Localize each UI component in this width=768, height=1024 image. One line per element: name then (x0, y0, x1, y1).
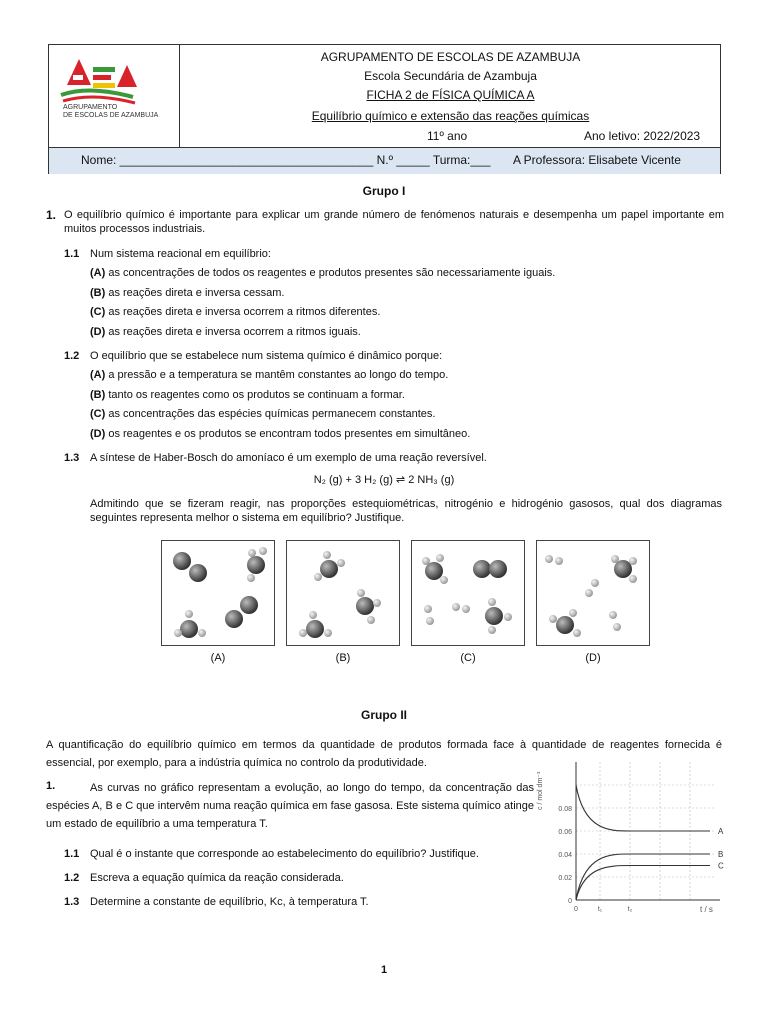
series-label-b: B (718, 850, 724, 859)
g2-question-1-text: As curvas no gráfico representam a evolução, ao longo do tempo, da concentração das espécies A, B e C que intervêm numa reação química em fase gasosa. Este sistema químico atinge um estado de equilíbrio a uma temperatura T. (46, 782, 534, 830)
g2-question-1-number: 1. (46, 780, 56, 792)
series-label-a: A (718, 827, 724, 836)
school-name: Escola Secundária de Azambuja (364, 69, 537, 83)
page-number: 1 (380, 964, 388, 976)
y-tick-label: 0.04 (558, 852, 572, 859)
diagram-b[interactable] (286, 540, 400, 646)
g2-question-1-2-text: Escreva a equação química da reação considerada. (90, 872, 344, 884)
q12-option-b[interactable]: (B) tanto os reagentes como os produtos se continuam a formar. (90, 389, 405, 401)
y-tick-label: 0 (568, 898, 572, 905)
question-1-1-text: Num sistema reacional em equilíbrio: (90, 248, 271, 260)
grade-year: 11º ano (427, 129, 468, 143)
diagram-c-molecules (412, 541, 524, 645)
diagram-b-label: (B) (335, 652, 351, 664)
g2-question-1-2-number: 1.2 (64, 872, 80, 884)
question-1-number: 1. (46, 208, 57, 222)
group-2-title: Grupo II (361, 708, 407, 722)
diagram-a[interactable] (161, 540, 275, 646)
question-1-3-number: 1.3 (64, 452, 80, 464)
x-tick-label: t₂ (627, 906, 633, 913)
g2-question-1-1-number: 1.1 (64, 848, 80, 860)
group-1-title: Grupo I (362, 184, 406, 198)
x-tick-label: 0 (574, 906, 578, 913)
series-label-c: C (718, 861, 724, 871)
worksheet-title: FICHA 2 de FÍSICA QUÍMICA A (366, 88, 535, 102)
q11-option-b[interactable]: (B) as reações direta e inversa cessam. (90, 287, 285, 299)
logo-cell (49, 45, 180, 147)
diagram-c[interactable] (411, 540, 525, 646)
q12-option-d[interactable]: (D) os reagentes e os produtos se encontram todos presentes em simultâneo. (90, 428, 471, 440)
g2-question-1-3-number: 1.3 (64, 896, 80, 908)
q12-option-a[interactable]: (A) a pressão e a temperatura se mantêm constantes ao longo do tempo. (90, 369, 449, 381)
diagram-a-label: (A) (210, 652, 226, 664)
question-1-text: O equilíbrio químico é importante para explicar um grande número de fenómenos naturais e desempenha um papel importante em muitos processos industriais. (64, 209, 724, 235)
y-tick-label: 0.06 (558, 829, 572, 836)
group-2-intro: A quantificação do equilíbrio químico em termos da quantidade de produtos formada face à quantidade de reagentes fornecida é essencial, por exemplo, para a indústria química no controlo da produtividade. (46, 739, 722, 769)
g2-question-1-1-text: Qual é o instante que corresponde ao estabelecimento do equilíbrio? Justifique. (90, 848, 479, 860)
question-1-3-body: Admitindo que se fizeram reagir, nas proporções estequiométricas, nitrogénio e hidrogénio gasosos, qual dos diagramas seguintes representa melhor o sistema em equilíbrio? Justifique. (90, 498, 722, 524)
y-tick-labels (558, 806, 572, 905)
question-1-2-number: 1.2 (64, 350, 80, 362)
q11-option-a[interactable]: (A) as concentrações de todos os reagentes e produtos presentes são necessariamente iguais. (90, 267, 556, 279)
diagram-b-molecules (287, 541, 399, 645)
student-info-row (49, 148, 720, 174)
question-1-2-text: O equilíbrio que se estabelece num sistema químico é dinâmico porque: (90, 350, 443, 362)
teacher-name: A Professora: Elisabete Vicente (513, 153, 681, 167)
x-axis-label: t / s (700, 905, 713, 914)
q11-option-c[interactable]: (C) as reações direta e inversa ocorrem a ritmos diferentes. (90, 306, 381, 318)
worksheet-subtitle: Equilíbrio químico e extensão das reações químicas (311, 109, 590, 123)
q11-option-d[interactable]: (D) as reações direta e inversa ocorrem a ritmos iguais. (90, 326, 361, 338)
x-tick-labels (574, 906, 633, 913)
diagram-d-molecules (537, 541, 649, 645)
diagram-d-label: (D) (585, 652, 601, 664)
series-curves (576, 785, 724, 900)
student-fields[interactable]: Nome: ______________________________________ N.º _____ Turma:___ (81, 153, 491, 167)
diagram-a-molecules (162, 541, 274, 645)
diagram-c-label: (C) (460, 652, 476, 664)
school-logo (49, 45, 179, 147)
g2-question-1-3-text: Determine a constante de equilíbrio, Kc, à temperatura T. (90, 896, 369, 908)
school-year: Ano letivo: 2022/2023 (584, 129, 701, 143)
y-tick-label: 0.08 (558, 806, 572, 813)
question-1-3-text: A síntese de Haber-Bosch do amoníaco é um exemplo de uma reação reversível. (90, 452, 487, 464)
x-tick-label: t₁ (597, 906, 603, 913)
q12-option-c[interactable]: (C) as concentrações das espécies químicas permanecem constantes. (90, 408, 436, 420)
haber-bosch-equation: N₂ (g) + 3 H₂ (g) ⇌ 2 NH₃ (g) (313, 474, 455, 486)
header-table (48, 44, 721, 174)
concentration-chart (537, 752, 730, 922)
diagram-d[interactable] (536, 540, 650, 646)
question-1-1-number: 1.1 (64, 248, 80, 260)
agrupamento-title: AGRUPAMENTO DE ESCOLAS DE AZAMBUJA (320, 50, 581, 64)
y-tick-label: 0.02 (558, 875, 572, 882)
svg-text:AGRUPAMENTO: AGRUPAMENTO (63, 104, 118, 111)
svg-text:DE ESCOLAS DE AZAMBUJA: DE ESCOLAS DE AZAMBUJA (63, 112, 159, 119)
y-axis-label: c / mol dm⁻³ (537, 771, 544, 810)
